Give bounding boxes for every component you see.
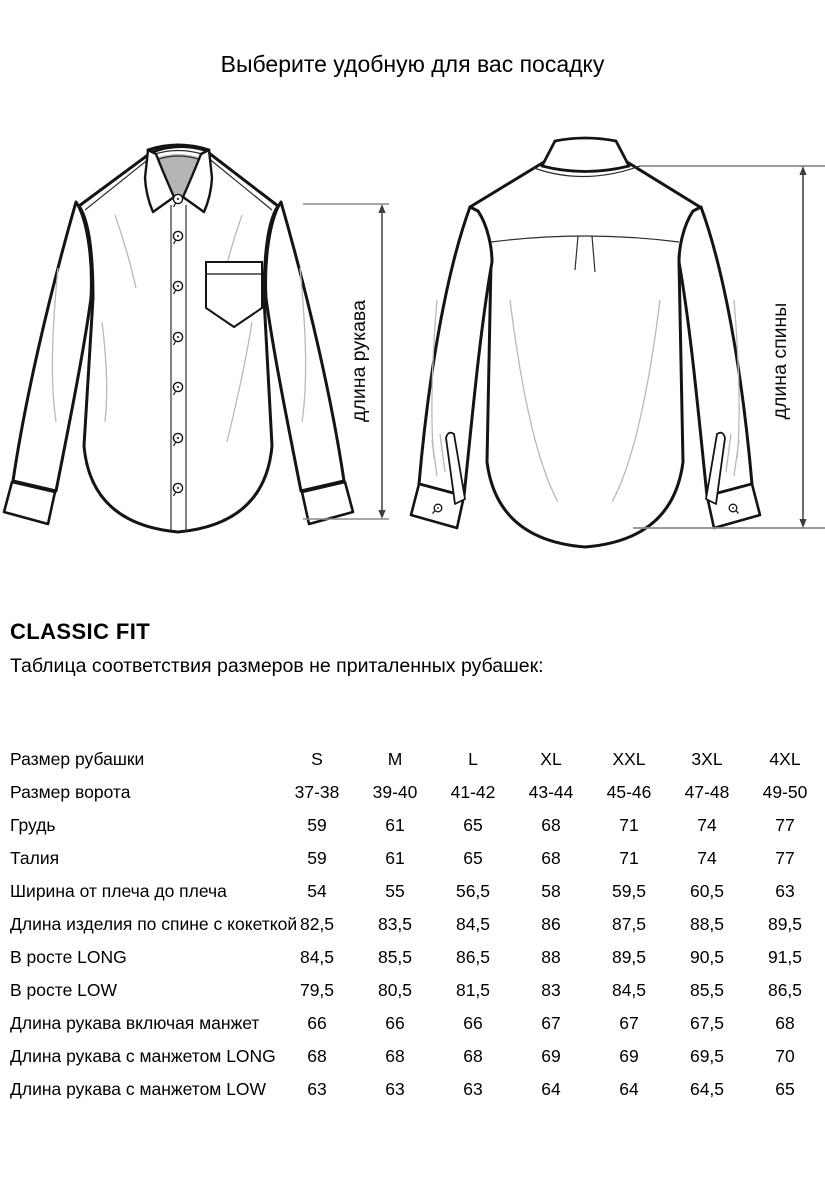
size-value-cell: 47-48 (684, 782, 730, 802)
row-label: В росте LOW (10, 980, 118, 1000)
size-value-cell: 54 (307, 881, 327, 901)
size-value-cell: 39-40 (372, 782, 418, 802)
size-value-cell: 69,5 (689, 1046, 725, 1066)
back-body (470, 162, 700, 547)
size-column-header: 3XL (691, 749, 723, 769)
size-value-cell: 84,5 (455, 914, 491, 934)
table-row (0, 875, 824, 908)
size-value-cell: 90,5 (689, 947, 725, 967)
sleeve-length-label: длина рукава (348, 300, 370, 422)
size-value-cell: 66 (463, 1013, 483, 1033)
table-row (0, 908, 824, 941)
size-value-cell: 63 (307, 1079, 327, 1099)
size-value-cell: 85,5 (377, 947, 413, 967)
size-value-cell: 66 (307, 1013, 327, 1033)
size-value-cell: 67,5 (689, 1013, 725, 1033)
size-column-header: XXL (612, 749, 646, 769)
size-value-cell: 68 (307, 1046, 327, 1066)
size-column-header: 4XL (769, 749, 801, 769)
size-column-header: XL (540, 749, 562, 769)
size-table (0, 743, 824, 1106)
size-value-cell: 87,5 (611, 914, 647, 934)
size-value-cell: 64 (541, 1079, 561, 1099)
size-value-cell: 68 (463, 1046, 483, 1066)
back-collar (542, 138, 629, 172)
size-value-cell: 68 (385, 1046, 405, 1066)
size-value-cell: 79,5 (299, 980, 335, 1000)
size-column-header: M (387, 749, 403, 769)
table-header-row (0, 743, 824, 776)
row-label: Талия (10, 848, 60, 868)
row-label: В росте LONG (10, 947, 127, 967)
row-label: Длина рукава с манжетом LONG (10, 1046, 276, 1066)
row-label: Длина рукава с манжетом LOW (10, 1079, 267, 1099)
size-value-cell: 70 (775, 1046, 795, 1066)
size-value-cell: 77 (775, 848, 795, 868)
row-label: Длина рукава включая манжет (10, 1013, 260, 1033)
size-column-header: L (468, 749, 478, 769)
size-value-cell: 84,5 (299, 947, 335, 967)
size-value-cell: 67 (541, 1013, 561, 1033)
size-value-cell: 61 (385, 848, 405, 868)
size-value-cell: 68 (541, 848, 561, 868)
table-row (0, 842, 824, 875)
size-value-cell: 37-38 (294, 782, 340, 802)
size-value-cell: 85,5 (689, 980, 725, 1000)
size-value-cell: 81,5 (455, 980, 491, 1000)
row-label: Ширина от плеча до плеча (10, 881, 227, 901)
size-value-cell: 83,5 (377, 914, 413, 934)
size-value-cell: 83 (541, 980, 561, 1000)
size-value-cell: 61 (385, 815, 405, 835)
size-value-cell: 43-44 (528, 782, 574, 802)
size-value-cell: 45-46 (606, 782, 652, 802)
table-row (0, 1007, 824, 1040)
size-value-cell: 86,5 (767, 980, 803, 1000)
size-value-cell: 80,5 (377, 980, 413, 1000)
size-value-cell: 63 (775, 881, 795, 901)
size-value-cell: 55 (385, 881, 405, 901)
size-value-cell: 65 (463, 848, 483, 868)
size-column-header: S (311, 749, 323, 769)
size-value-cell: 69 (619, 1046, 639, 1066)
table-subtitle: Таблица соответствия размеров не приталенных рубашек: (10, 655, 544, 677)
size-value-cell: 65 (463, 815, 483, 835)
size-value-cell: 63 (463, 1079, 483, 1099)
size-value-cell: 69 (541, 1046, 561, 1066)
size-value-cell: 60,5 (689, 881, 725, 901)
size-value-cell: 74 (697, 815, 717, 835)
size-value-cell: 58 (541, 881, 561, 901)
size-value-cell: 71 (619, 815, 639, 835)
size-value-cell: 84,5 (611, 980, 647, 1000)
size-value-cell: 56,5 (455, 881, 491, 901)
size-value-cell: 89,5 (767, 914, 803, 934)
size-value-cell: 88 (541, 947, 561, 967)
size-value-cell: 74 (697, 848, 717, 868)
fit-heading: CLASSIC FIT (10, 619, 151, 644)
size-value-cell: 63 (385, 1079, 405, 1099)
size-value-cell: 77 (775, 815, 795, 835)
size-value-cell: 64 (619, 1079, 639, 1099)
size-value-cell: 66 (385, 1013, 405, 1033)
size-value-cell: 88,5 (689, 914, 725, 934)
size-value-cell: 59 (307, 848, 327, 868)
table-row (0, 1073, 824, 1106)
row-label: Грудь (10, 815, 56, 835)
size-value-cell: 65 (775, 1079, 795, 1099)
size-value-cell: 64,5 (689, 1079, 725, 1099)
table-row (0, 809, 824, 842)
size-value-cell: 68 (775, 1013, 795, 1033)
size-value-cell: 49-50 (762, 782, 808, 802)
size-value-cell: 41-42 (450, 782, 496, 802)
size-value-cell: 67 (619, 1013, 639, 1033)
size-value-cell: 82,5 (299, 914, 335, 934)
size-value-cell: 86 (541, 914, 561, 934)
table-row (0, 974, 824, 1007)
size-value-cell: 68 (541, 815, 561, 835)
row-label: Длина изделия по спине с кокеткой (10, 914, 298, 934)
table-row (0, 941, 824, 974)
page-title: Выберите удобную для вас посадку (220, 51, 605, 77)
size-value-cell: 91,5 (767, 947, 803, 967)
back-length-label: длина спины (769, 302, 791, 420)
size-value-cell: 59,5 (611, 881, 647, 901)
size-value-cell: 89,5 (611, 947, 647, 967)
table-row (0, 1040, 824, 1073)
row-label: Размер рубашки (10, 749, 145, 769)
size-value-cell: 71 (619, 848, 639, 868)
row-label: Размер ворота (10, 782, 131, 802)
size-value-cell: 86,5 (455, 947, 491, 967)
size-value-cell: 59 (307, 815, 327, 835)
table-row (0, 776, 824, 809)
